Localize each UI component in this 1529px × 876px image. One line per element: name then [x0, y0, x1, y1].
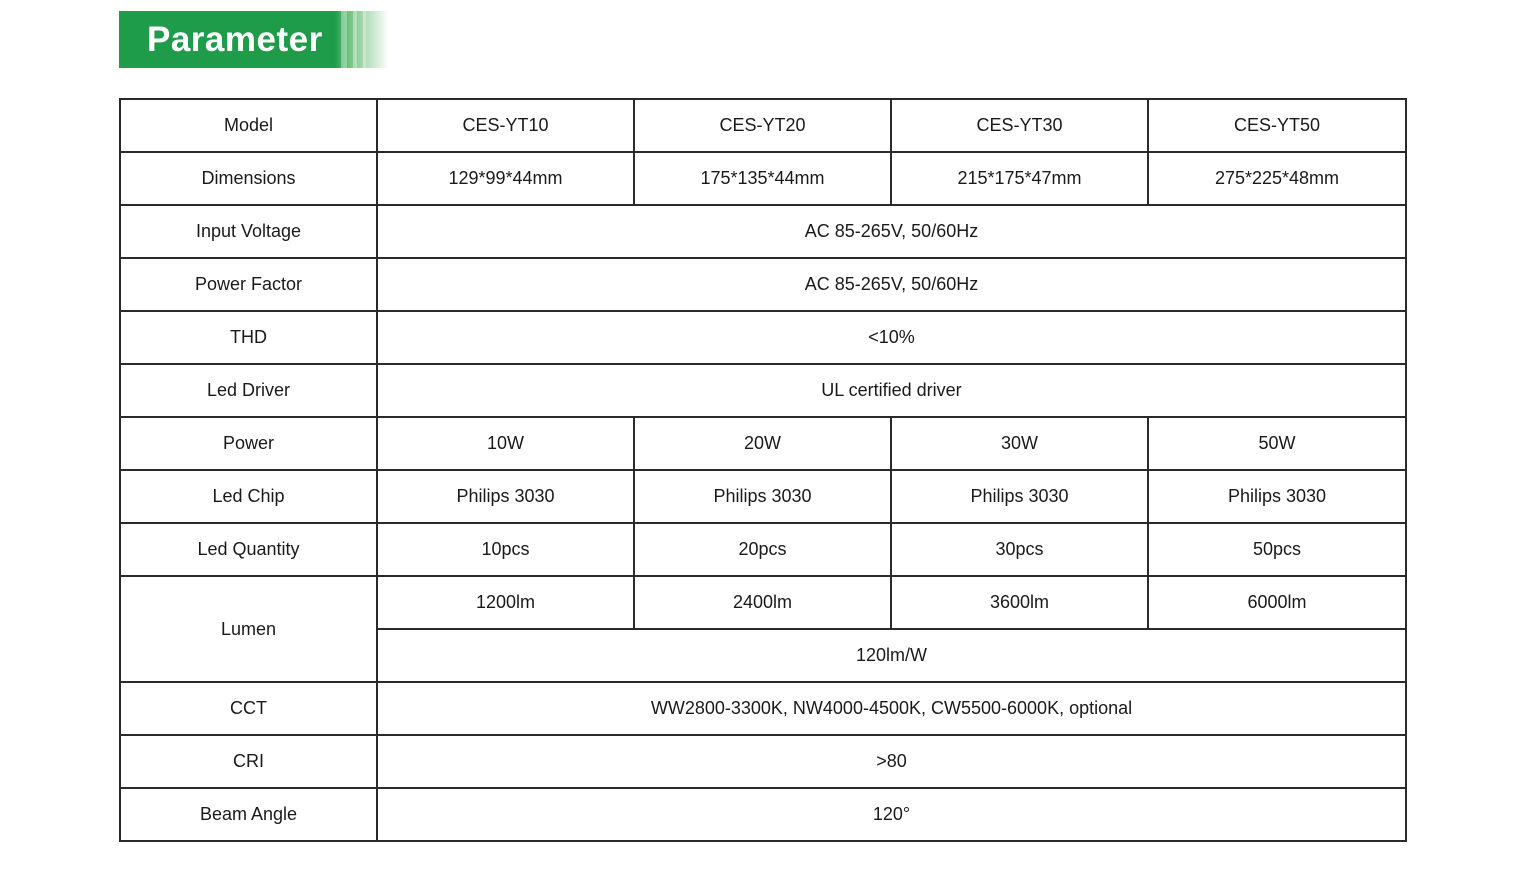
table-cell: 120lm/W	[377, 629, 1406, 682]
row-label: THD	[120, 311, 377, 364]
banner-stripe	[363, 11, 366, 68]
table-cell: 120°	[377, 788, 1406, 841]
table-cell: 30pcs	[891, 523, 1148, 576]
table-cell: CES-YT30	[891, 99, 1148, 152]
table-cell: AC 85-265V, 50/60Hz	[377, 205, 1406, 258]
table-cell: CES-YT50	[1148, 99, 1406, 152]
table-row-cri	[120, 735, 1406, 788]
table-cell: CES-YT10	[377, 99, 634, 152]
row-label: Dimensions	[120, 152, 377, 205]
table-cell: 20W	[634, 417, 891, 470]
table-row-led-chip	[120, 470, 1406, 523]
row-label: Power	[120, 417, 377, 470]
table-row-dimensions	[120, 152, 1406, 205]
table-cell: >80	[377, 735, 1406, 788]
table-cell: 2400lm	[634, 576, 891, 629]
table-cell: 6000lm	[1148, 576, 1406, 629]
table-row-led-quantity	[120, 523, 1406, 576]
table-row-input-voltage	[120, 205, 1406, 258]
row-label: Model	[120, 99, 377, 152]
table-cell: WW2800-3300K, NW4000-4500K, CW5500-6000K, optional	[377, 682, 1406, 735]
table-row-cct	[120, 682, 1406, 735]
parameter-table	[119, 98, 1407, 842]
table-cell: 10W	[377, 417, 634, 470]
table-cell: Philips 3030	[377, 470, 634, 523]
table-cell: Philips 3030	[891, 470, 1148, 523]
table-cell: Philips 3030	[634, 470, 891, 523]
table-row-thd	[120, 311, 1406, 364]
row-label: Beam Angle	[120, 788, 377, 841]
table-cell: 20pcs	[634, 523, 891, 576]
table-cell: 215*175*47mm	[891, 152, 1148, 205]
row-label: Lumen	[120, 576, 377, 682]
banner-stripe	[341, 11, 347, 68]
table-row-power	[120, 417, 1406, 470]
table-cell: AC 85-265V, 50/60Hz	[377, 258, 1406, 311]
table-cell: 129*99*44mm	[377, 152, 634, 205]
table-cell: 175*135*44mm	[634, 152, 891, 205]
table-cell: <10%	[377, 311, 1406, 364]
table-row-led-driver	[120, 364, 1406, 417]
row-label: Input Voltage	[120, 205, 377, 258]
table-row-beam-angle	[120, 788, 1406, 841]
row-label: CRI	[120, 735, 377, 788]
table-cell: 30W	[891, 417, 1148, 470]
table-cell: CES-YT20	[634, 99, 891, 152]
table-cell: 1200lm	[377, 576, 634, 629]
row-label: Led Quantity	[120, 523, 377, 576]
table-cell: 50W	[1148, 417, 1406, 470]
parameter-header-banner	[119, 11, 389, 68]
row-label: Power Factor	[120, 258, 377, 311]
page-title: Parameter	[147, 20, 323, 59]
table-cell: UL certified driver	[377, 364, 1406, 417]
table-row-power-factor	[120, 258, 1406, 311]
table-cell: Philips 3030	[1148, 470, 1406, 523]
row-label: CCT	[120, 682, 377, 735]
table-cell: 275*225*48mm	[1148, 152, 1406, 205]
row-label: Led Driver	[120, 364, 377, 417]
banner-stripe	[353, 11, 357, 68]
table-cell: 50pcs	[1148, 523, 1406, 576]
table-row-model	[120, 99, 1406, 152]
table-cell: 3600lm	[891, 576, 1148, 629]
row-label: Led Chip	[120, 470, 377, 523]
table-row-lumen	[120, 576, 1406, 629]
table-cell: 10pcs	[377, 523, 634, 576]
